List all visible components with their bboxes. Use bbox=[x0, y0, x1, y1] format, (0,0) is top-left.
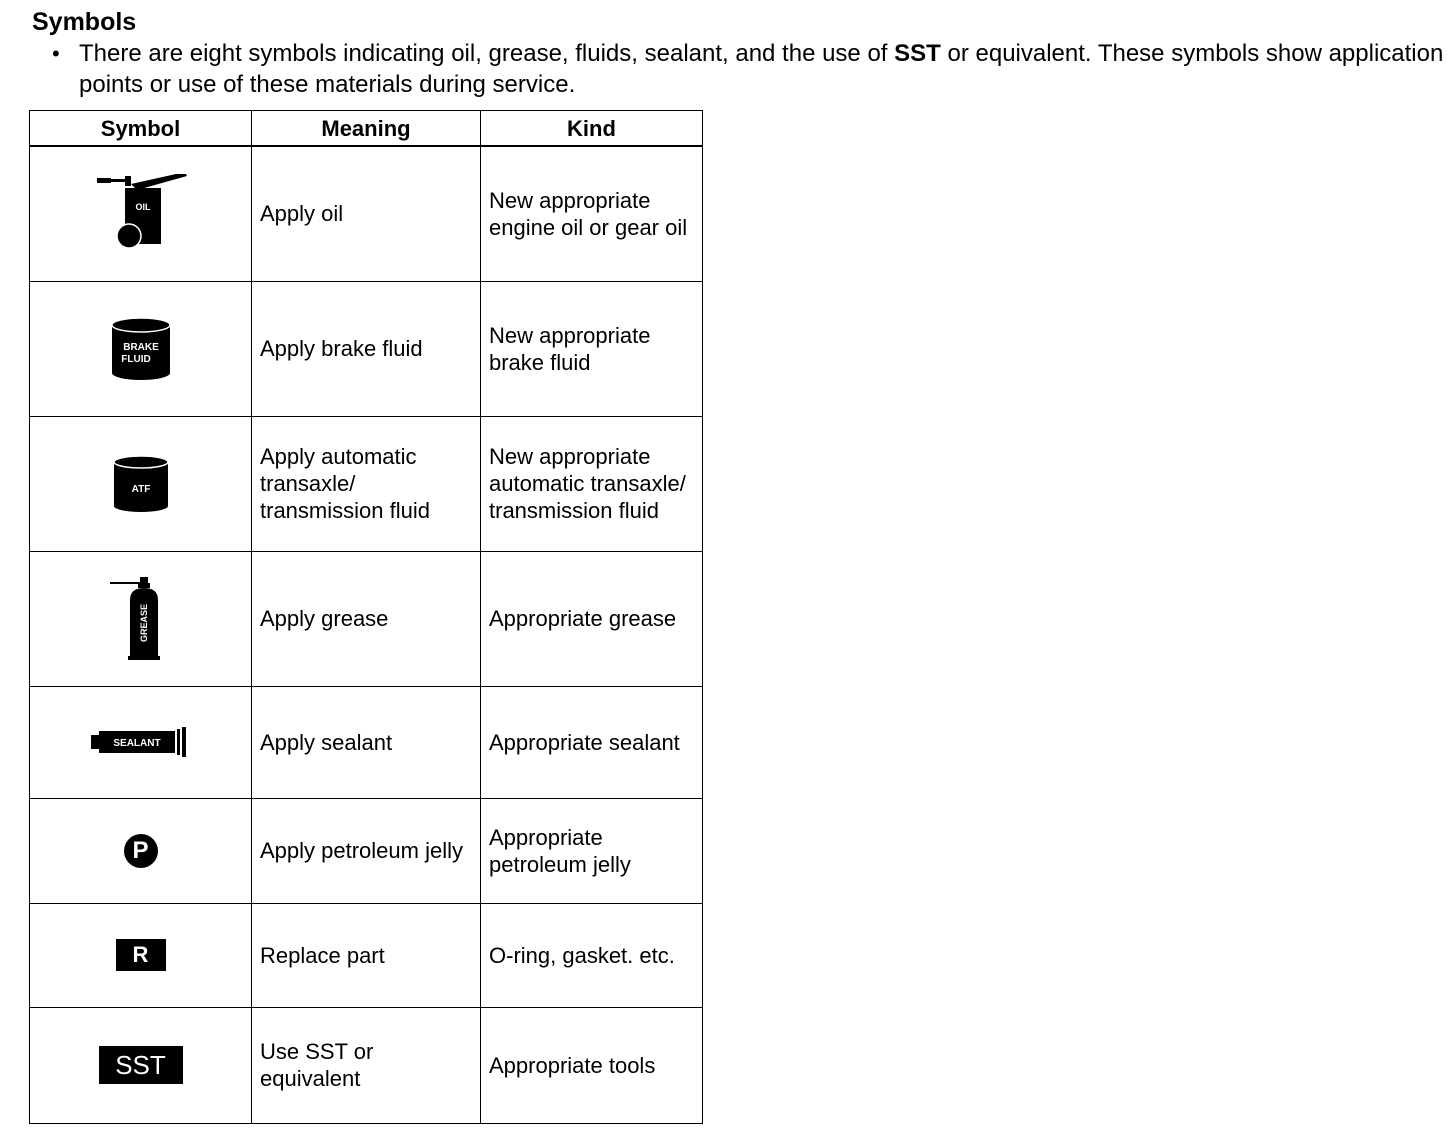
symbol-cell bbox=[30, 416, 252, 551]
kind-cell: Appropriate petroleum jelly bbox=[481, 798, 703, 903]
kind-cell: New appropriate engine oil or gear oil bbox=[481, 146, 703, 281]
table-row bbox=[30, 1007, 703, 1123]
table-row bbox=[30, 551, 703, 686]
table-row bbox=[30, 686, 703, 798]
kind-cell: Appropriate tools bbox=[481, 1007, 703, 1123]
svg-text:OIL: OIL bbox=[135, 201, 150, 212]
table-row bbox=[30, 416, 703, 551]
symbol-cell bbox=[30, 798, 252, 903]
sst-bold: SST bbox=[894, 40, 941, 67]
symbol-cell bbox=[30, 1007, 252, 1123]
meaning-cell: Apply automatic transaxle/ transmission fluid bbox=[252, 416, 481, 551]
meaning-cell: Apply oil bbox=[252, 146, 481, 281]
symbol-cell bbox=[30, 551, 252, 686]
svg-text:ATF: ATF bbox=[131, 483, 150, 495]
replace-part-icon: R bbox=[116, 939, 166, 971]
svg-text:FLUID: FLUID bbox=[120, 353, 151, 365]
meaning-cell: Apply petroleum jelly bbox=[252, 798, 481, 903]
svg-text:SEALANT: SEALANT bbox=[112, 738, 161, 749]
bullet-icon: • bbox=[52, 41, 60, 66]
meaning-cell: Apply brake fluid bbox=[252, 281, 481, 416]
sst-icon: SST bbox=[99, 1046, 183, 1084]
petroleum-jelly-icon: P bbox=[124, 834, 158, 868]
symbol-cell bbox=[30, 281, 252, 416]
kind-cell: Appropriate grease bbox=[481, 551, 703, 686]
grease-gun-icon bbox=[106, 576, 176, 662]
kind-cell: Appropriate sealant bbox=[481, 686, 703, 798]
table-row bbox=[30, 146, 703, 281]
brake-fluid-can-icon bbox=[106, 317, 176, 381]
meaning-cell: Apply sealant bbox=[252, 686, 481, 798]
table-row bbox=[30, 798, 703, 903]
oil-can-icon bbox=[91, 174, 191, 254]
header-meaning: Meaning bbox=[252, 111, 481, 147]
meaning-cell: Replace part bbox=[252, 903, 481, 1007]
symbol-cell bbox=[30, 686, 252, 798]
header-kind: Kind bbox=[481, 111, 703, 147]
symbol-cell bbox=[30, 146, 252, 281]
kind-cell: New appropriate automatic transaxle/ transmission fluid bbox=[481, 416, 703, 551]
table-row bbox=[30, 903, 703, 1007]
symbols-table bbox=[29, 110, 703, 1124]
svg-text:BRAKE: BRAKE bbox=[122, 341, 159, 353]
symbol-cell bbox=[30, 903, 252, 1007]
meaning-cell: Use SST or equivalent bbox=[252, 1007, 481, 1123]
header-symbol: Symbol bbox=[30, 111, 252, 147]
sealant-tube-icon bbox=[89, 726, 193, 758]
kind-cell: New appropriate brake fluid bbox=[481, 281, 703, 416]
kind-cell: O-ring, gasket. etc. bbox=[481, 903, 703, 1007]
svg-text:GREASE: GREASE bbox=[138, 603, 149, 642]
meaning-cell: Apply grease bbox=[252, 551, 481, 686]
intro-text: There are eight symbols indicating oil, grease, fluids, sealant, and the use of SST or equivalent. These symbols show application points or use of these materials during service. bbox=[79, 40, 1444, 98]
table-header-row bbox=[30, 111, 703, 147]
table-row bbox=[30, 281, 703, 416]
section-heading: Symbols bbox=[32, 8, 137, 36]
atf-can-icon bbox=[108, 454, 174, 514]
